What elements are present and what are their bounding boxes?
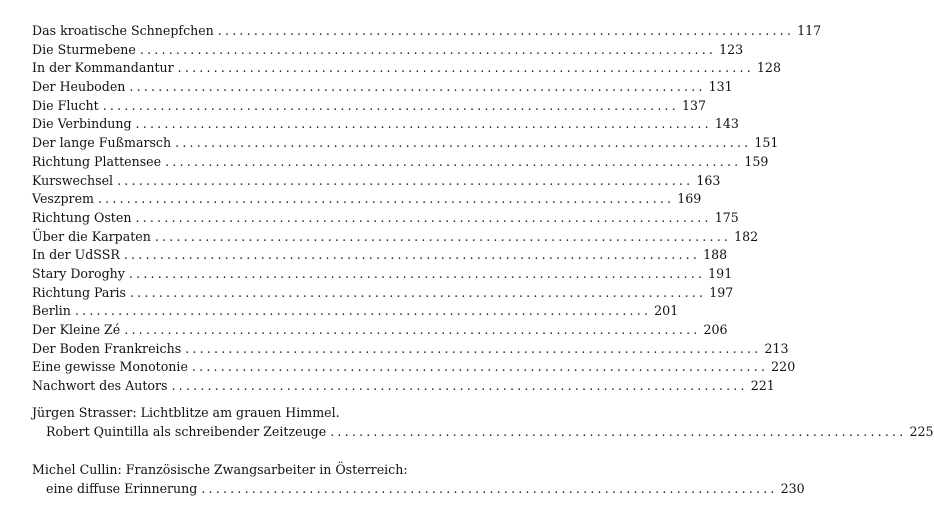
- dot-leader: ................................................................................: [135, 209, 712, 225]
- essay-title-continuation: [32, 480, 805, 499]
- toc-entry-page: 182: [734, 228, 759, 244]
- dot-leader: ................................................................................: [217, 23, 795, 38]
- toc-entry-page: 213: [764, 340, 789, 356]
- toc-entry-page: 191: [708, 265, 733, 281]
- toc-entry-title: Über die Karpaten: [32, 228, 151, 244]
- toc-essay-entry: [32, 404, 934, 441]
- toc-entry-title: Die Flucht: [32, 97, 99, 113]
- toc-entry: [32, 78, 733, 97]
- toc-entry: [32, 115, 739, 134]
- essay-page-number: 230: [780, 480, 805, 496]
- toc-essay-entry: [32, 461, 805, 498]
- toc-entry-title: Die Sturmebene: [32, 41, 136, 57]
- toc-entry-title: Der Heuboden: [32, 79, 126, 95]
- toc-entry: [32, 302, 679, 321]
- essay-title-line: Michel Cullin: Französische Zwangsarbeiter in Österreich:: [32, 462, 408, 477]
- toc-entry: [32, 340, 789, 359]
- toc-entry: [32, 97, 706, 116]
- toc-entry-page: 159: [744, 153, 769, 169]
- toc-entry: [32, 153, 769, 172]
- toc-entry: [32, 41, 744, 60]
- toc-entry-page: 117: [797, 23, 822, 38]
- toc-entry-page: 197: [709, 284, 734, 300]
- essay-title-line: Jürgen Strasser: Lichtblitze am grauen Himmel.: [32, 405, 340, 420]
- toc-entry-page: 188: [703, 247, 728, 263]
- essay-title-continuation: [32, 423, 934, 442]
- essay-page-number: 225: [909, 423, 934, 439]
- toc-entry-page: 137: [681, 97, 706, 113]
- dot-leader: ................................................................................: [201, 480, 778, 496]
- toc-entry-page: 123: [719, 41, 744, 57]
- dot-leader: ................................................................................: [97, 191, 675, 207]
- toc-entry-title: Der lange Fußmarsch: [32, 135, 172, 151]
- dot-leader: ................................................................................: [175, 135, 752, 151]
- dot-leader: ................................................................................: [191, 359, 769, 375]
- toc-entry: [32, 228, 759, 247]
- dot-leader: ................................................................................: [139, 41, 717, 57]
- toc-entry-page: 128: [756, 60, 781, 76]
- toc-entry-title: Richtung Plattensee: [32, 153, 162, 169]
- toc-entry-title: In der Kommandantur: [32, 60, 174, 76]
- toc-entry: [32, 377, 775, 396]
- toc-entry-title: Nachwort des Autors: [32, 378, 168, 394]
- toc-entry-title: Der Kleine Zé: [32, 322, 121, 337]
- essay-subtitle: eine diffuse Erinnerung: [46, 480, 198, 496]
- dot-leader: ................................................................................: [124, 322, 701, 337]
- toc-entry-title: Veszprem: [32, 191, 94, 207]
- toc-entry: [32, 284, 734, 303]
- toc-entry-title: Eine gewisse Monotonie: [32, 359, 188, 375]
- dot-leader: ................................................................................: [102, 97, 679, 113]
- toc-entry-title: Richtung Paris: [32, 284, 126, 300]
- dot-leader: ................................................................................: [330, 423, 907, 439]
- toc-entry-page: 131: [708, 79, 733, 95]
- toc-entry-title: Das kroatische Schnepfchen: [32, 23, 214, 38]
- dot-leader: ................................................................................: [129, 79, 706, 95]
- dot-leader: ................................................................................: [74, 303, 652, 319]
- dot-leader: ................................................................................: [123, 247, 701, 263]
- toc-entry-title: Stary Doroghy: [32, 265, 125, 281]
- toc-entry: [32, 358, 796, 377]
- dot-leader: ................................................................................: [117, 172, 694, 188]
- toc-entry-page: 163: [696, 172, 721, 188]
- dot-leader: ................................................................................: [171, 378, 748, 394]
- toc-entry: [32, 59, 781, 78]
- toc-entry: [32, 134, 779, 153]
- dot-leader: ................................................................................: [135, 116, 712, 132]
- dot-leader: ................................................................................: [165, 153, 742, 169]
- toc-entry: [32, 22, 822, 41]
- toc-entry-title: Die Verbindung: [32, 116, 132, 132]
- toc-entry-title: Der Boden Frankreichs: [32, 340, 182, 356]
- dot-leader: ................................................................................: [129, 284, 707, 300]
- toc-entry-title: In der UdSSR: [32, 247, 120, 263]
- essay-subtitle: Robert Quintilla als schreibender Zeitzeuge: [46, 423, 327, 439]
- toc-entry-page: 151: [754, 135, 779, 151]
- toc-entry-title: Berlin: [32, 303, 71, 319]
- toc-entry: [32, 265, 733, 284]
- toc-entry: [32, 172, 721, 191]
- toc-entry: [32, 246, 728, 265]
- toc-entry-page: 143: [714, 116, 739, 132]
- toc-entry-page: 169: [677, 191, 702, 207]
- toc-entry-page: 220: [771, 359, 796, 375]
- toc-list: [32, 22, 822, 396]
- toc-entry-page: 175: [714, 209, 739, 225]
- toc-entry: [32, 209, 739, 228]
- toc-entry-title: Richtung Osten: [32, 209, 132, 225]
- dot-leader: ................................................................................: [177, 60, 754, 76]
- toc-entry-page: 206: [703, 322, 728, 337]
- toc-entry-title: Kurswechsel: [32, 172, 114, 188]
- toc-entry: [32, 190, 702, 209]
- toc-entry: [32, 321, 728, 340]
- dot-leader: ................................................................................: [128, 265, 706, 281]
- toc-entry-page: 201: [654, 303, 679, 319]
- dot-leader: ................................................................................: [185, 340, 762, 356]
- dot-leader: ................................................................................: [154, 228, 732, 244]
- toc-entry-page: 221: [750, 378, 775, 394]
